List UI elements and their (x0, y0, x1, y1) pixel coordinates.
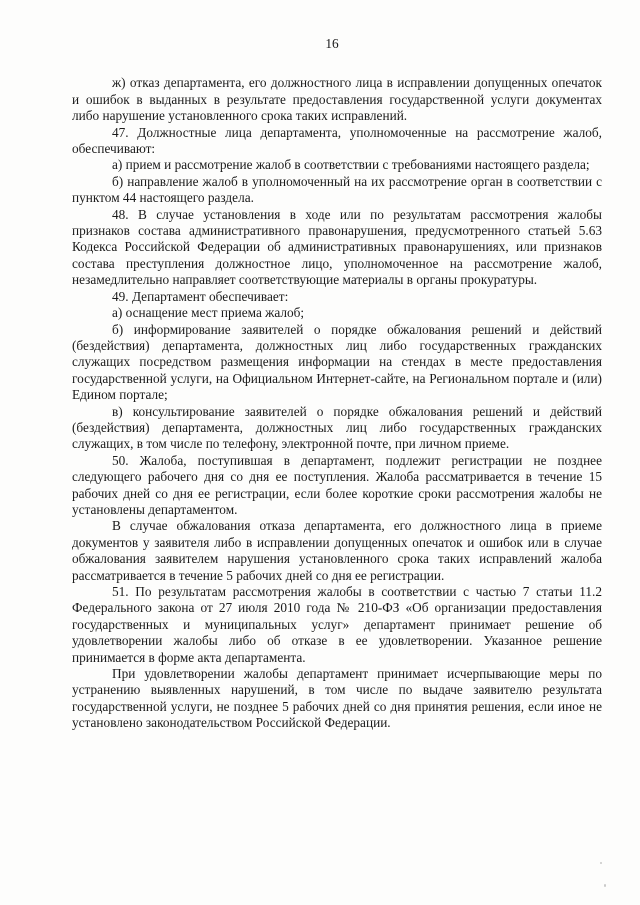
scan-speck (600, 862, 602, 864)
scan-speck (604, 884, 606, 887)
paragraph-49: 49. Департамент обеспечивает: (112, 288, 289, 304)
paragraph-50: 50. Жалоба, поступившая в департамент, подлежит регистрации не позднее следующего рабочего дня со дня ее поступления. Жалоба рассматривается в течение 15 рабочих дней со дня ее регистрации, если более короткие сроки рассмотрения жалобы не установлены департаментом. (72, 452, 602, 517)
paragraph-49-v: в) консультирование заявителей о порядке обжалования решений и действий (бездействия) департамента, должностных лиц либо государственных гражданских служащих, в том числе по телефону, электронной почте, при личном приеме. (72, 403, 602, 452)
page-number: 16 (325, 36, 339, 51)
paragraph-47-a: а) прием и рассмотрение жалоб в соответствии с требованиями настоящего раздела; (112, 157, 590, 173)
paragraph-49-a: а) оснащение мест приема жалоб; (112, 305, 305, 321)
paragraph-47: 47. Должностные лица департамента, уполномоченные на рассмотрение жалоб, обеспечивают: (72, 124, 602, 157)
paragraph-48: 48. В случае установления в ходе или по результатам рассмотрения жалобы признаков состава административного правонарушения, предусмотренного статьей 5.63 Кодекса Российской Федерации об административных правонарушениях, или признаков состава преступления должностное лицо, уполномоченное на рассмотрение жалоб, незамедлительно направляет соответствующие материалы в органы прокуратуры. (72, 206, 602, 288)
paragraph-51-continued: При удовлетворении жалобы департамент принимает исчерпывающие меры по устранению выявленных нарушений, в том числе по выдаче заявителю результата государственной услуги, не позднее 5 рабочих дней со дня принятия решения, если иное не установлено законодательством Российской Федерации. (72, 666, 602, 731)
paragraph-50-continued: В случае обжалования отказа департамента, его должностного лица в приеме документов у заявителя либо в исправлении допущенных опечаток и ошибок или в случае обжалования заявителем нарушения установленного срока таких исправлений жалоба рассматривается в течение 5 рабочих дней со дня ее регистрации. (72, 518, 602, 583)
paragraph-49-b: б) информирование заявителей о порядке обжалования решений и действий (бездействия) департамента, должностных лиц либо государственных гражданских служащих посредством размещения информации на стендах в месте предоставления государственной услуги, на Официальном Интернет-сайте, на Региональном портале и (или) Едином портале; (72, 321, 602, 403)
paragraph-51: 51. По результатам рассмотрения жалобы в соответствии с частью 7 статьи 11.2 Федерального закона от 27 июля 2010 года № 210-ФЗ «Об организации предоставления государственных и муниципальных услуг» департамент принимает решение об удовлетворении жалобы либо об отказе в ее удовлетворении. Указанное решение принимается в форме акта департамента. (72, 584, 602, 665)
paragraph-47-b: б) направление жалоб в уполномоченный на их рассмотрение орган в соответствии с пунктом 44 настоящего раздела. (72, 173, 602, 206)
paragraph-item-zh: ж) отказ департамента, его должностного лица в исправлении допущенных опечаток и ошибок в выданных в результате предоставления государственной услуги документах либо нарушение установленного срока таких исправлений. (72, 75, 602, 124)
